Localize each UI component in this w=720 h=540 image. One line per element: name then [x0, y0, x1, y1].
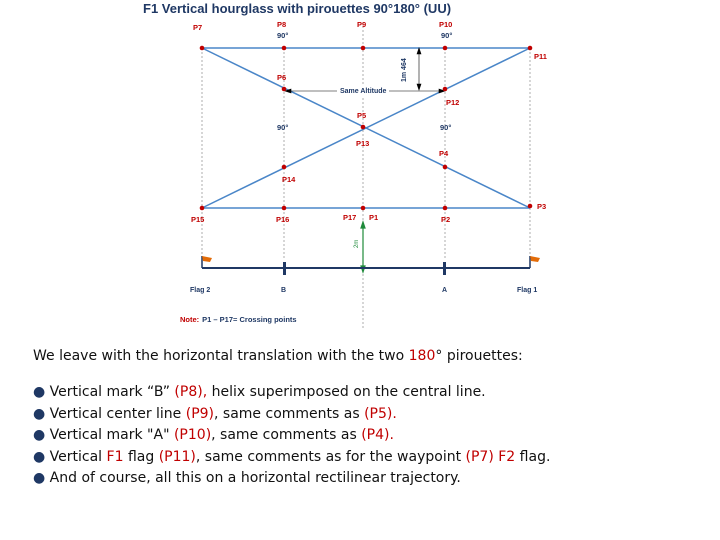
bullet-4-text-3: , same comments as for the waypoint — [195, 448, 466, 465]
label-p5: P5 — [357, 111, 367, 120]
intro-highlight: 180 — [408, 348, 436, 364]
bullet-2-text-2: , same comments as — [214, 405, 365, 422]
bullet-item-5 — [33, 468, 713, 490]
degree-mid-right: 90° — [440, 123, 452, 132]
bullet-4-highlight-3: (P7) F2 — [465, 448, 516, 465]
same-altitude-label: Same Altitude — [340, 88, 387, 95]
flag2-label: Flag 2 — [190, 287, 211, 294]
bullet-2-highlight-2: (P5). — [364, 405, 397, 422]
point-p7 — [200, 46, 205, 51]
bullet-4-text-4: flag. — [515, 448, 551, 465]
bullet-5-text: And of course, all this on a horizontal rectilinear trajectory. — [49, 470, 461, 486]
intro-paragraph — [33, 348, 713, 364]
point-p16 — [282, 206, 287, 211]
flag2-icon — [202, 256, 212, 262]
point-p12 — [443, 87, 448, 92]
intro-text-2: ° pirouettes: — [435, 348, 523, 364]
point-p6 — [282, 87, 287, 92]
point-p2 — [443, 206, 448, 211]
label-p12: P12 — [446, 98, 460, 107]
height-arrow — [361, 222, 365, 272]
flag1-icon — [530, 256, 540, 262]
intro-text-1: We leave with the horizontal translation with the two — [33, 348, 409, 364]
bullet-1-text-2: helix superimposed on the central line. — [207, 384, 486, 400]
mark-b-label: B — [281, 287, 287, 294]
label-p4: P4 — [439, 149, 449, 158]
label-p15: P15 — [191, 215, 205, 224]
mark-a-post — [443, 262, 446, 275]
bullet-icon: ● — [33, 470, 46, 486]
bullet-3-highlight-2: (P4). — [361, 427, 394, 443]
note-prefix: Note: — [180, 315, 200, 324]
point-p3 — [528, 204, 533, 209]
bullet-4-highlight-1: F1 — [106, 448, 124, 465]
point-p10 — [443, 46, 448, 51]
bullet-3-text-2: , same comments as — [211, 427, 362, 443]
label-p11: P11 — [534, 52, 547, 61]
point-p5 — [361, 125, 366, 130]
bullet-icon: ● — [33, 448, 46, 465]
dimension-arrow — [417, 48, 421, 90]
label-p13: P13 — [356, 139, 370, 148]
point-p9 — [361, 46, 366, 51]
mark-a-label: A — [442, 287, 448, 294]
label-p8: P8 — [277, 20, 287, 29]
bullet-4-highlight-2: (P11) — [158, 448, 196, 465]
note-text: P1 – P17= Crossing points — [202, 315, 297, 324]
trajectory-lines — [202, 48, 530, 208]
vertical-guides — [202, 22, 530, 330]
flag1-label: Flag 1 — [517, 287, 538, 294]
point-p15 — [200, 206, 205, 211]
bullet-4-text-2: flag — [123, 448, 159, 465]
degree-mid-left: 90° — [277, 123, 289, 132]
label-p16: P16 — [276, 215, 290, 224]
degree-top-left: 90° — [277, 31, 289, 40]
bullet-icon: ● — [33, 405, 46, 422]
bullet-4-text-1: Vertical — [49, 448, 107, 465]
diagram-title: F1 Vertical hourglass with pirouettes 90°180° (UU) — [143, 1, 452, 16]
label-p10: P10 — [439, 20, 453, 29]
label-p2: P2 — [441, 215, 451, 224]
mark-b-post — [283, 262, 286, 275]
bullet-item-2 — [33, 404, 713, 426]
label-p14: P14 — [282, 175, 296, 184]
point-p4 — [443, 165, 448, 170]
bullet-icon: ● — [33, 427, 46, 443]
bullet-3-highlight-1: (P10) — [173, 427, 212, 443]
label-p6: P6 — [277, 73, 287, 82]
description-text — [33, 348, 713, 490]
point-p1 — [361, 206, 366, 211]
bullet-item-4 — [33, 447, 713, 469]
bullet-3-text-1: Vertical mark "A" — [49, 427, 174, 443]
bullet-item-1 — [33, 382, 713, 404]
dimension-label: 1m 464 — [401, 58, 408, 82]
bullet-item-3 — [33, 425, 713, 447]
label-p1: P1 — [369, 213, 379, 222]
point-p14 — [282, 165, 287, 170]
bullet-2-highlight-1: (P9) — [185, 405, 215, 422]
bullet-1-highlight: (P8), — [174, 384, 208, 400]
label-p3: P3 — [537, 202, 547, 211]
note — [180, 315, 297, 324]
label-p17: P17 — [343, 213, 357, 222]
bullet-2-text-1: Vertical center line — [49, 405, 186, 422]
degree-top-right: 90° — [441, 31, 453, 40]
point-p11 — [528, 46, 533, 51]
point-p8 — [282, 46, 287, 51]
bullet-1-text-1: Vertical mark “B” — [49, 384, 175, 400]
bullet-icon: ● — [33, 384, 46, 400]
label-p9: P9 — [357, 20, 367, 29]
height-label: 2m — [354, 239, 360, 248]
label-p7: P7 — [193, 23, 203, 32]
